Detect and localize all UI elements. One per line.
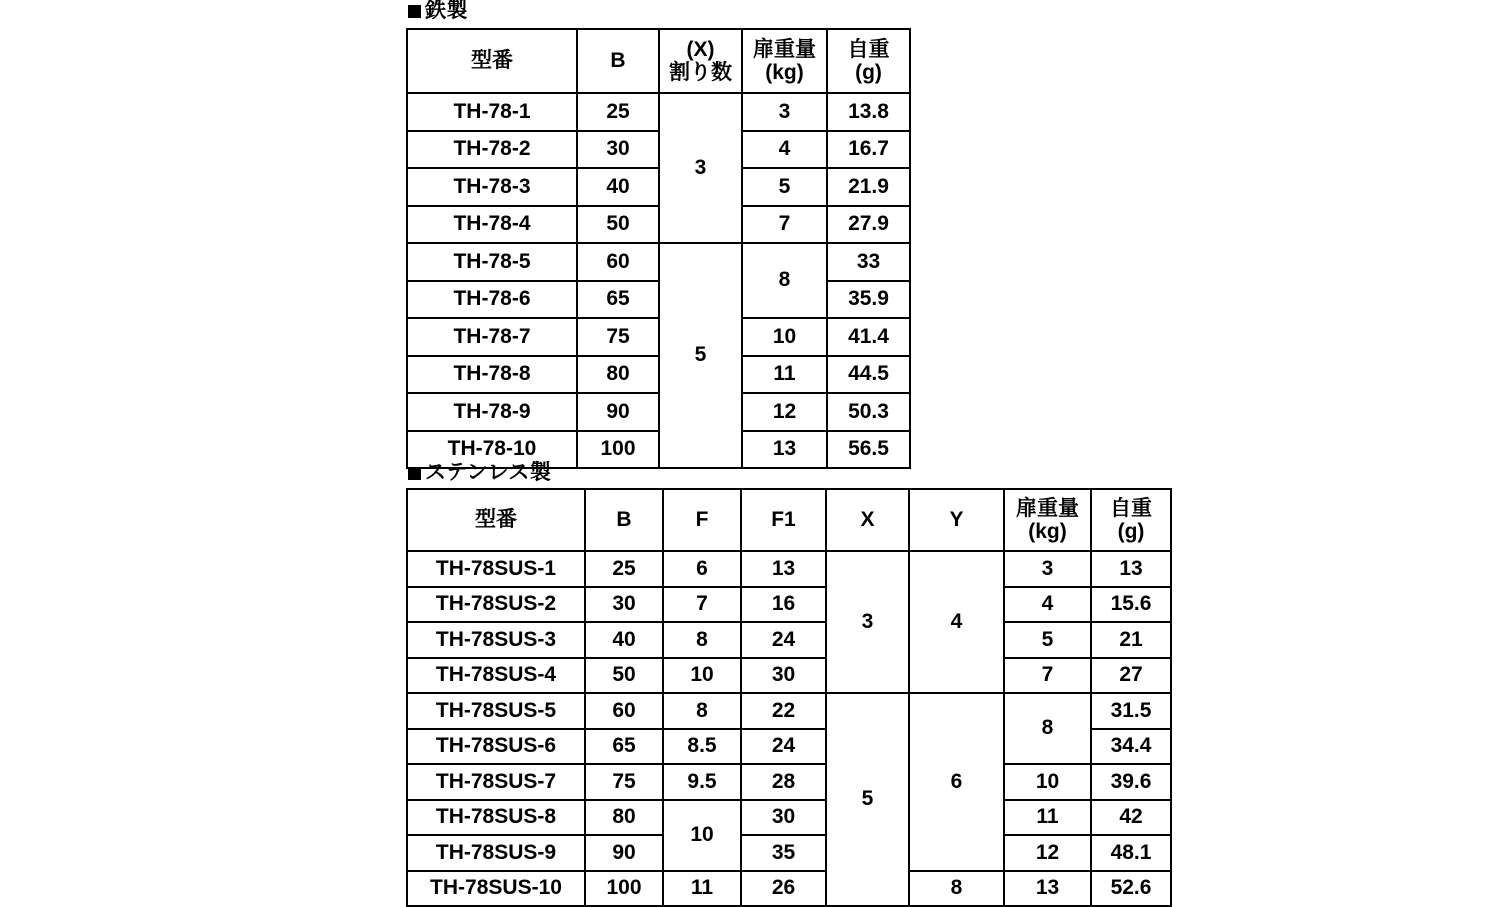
cell-weight: 16.7 <box>827 131 910 169</box>
cell-y-group: 6 <box>909 693 1004 871</box>
table-row <box>407 206 910 244</box>
cell-f1: 26 <box>741 871 826 907</box>
cell-weight: 33 <box>827 243 910 281</box>
cell-weight: 34.4 <box>1091 729 1171 765</box>
cell-b: 75 <box>577 318 659 356</box>
cell-weight: 21 <box>1091 622 1171 658</box>
cell-f1: 28 <box>741 764 826 800</box>
cell-b: 90 <box>577 393 659 431</box>
cell-b: 80 <box>577 356 659 394</box>
cell-y-group: 8 <box>909 871 1004 907</box>
cell-model: TH-78-4 <box>407 206 577 244</box>
cell-x-group: 5 <box>826 693 909 906</box>
cell-b: 50 <box>585 658 663 694</box>
cell-f1: 24 <box>741 622 826 658</box>
header-weight-line1: 自重 <box>847 37 890 61</box>
cell-x-group: 5 <box>659 243 742 468</box>
table-row <box>407 835 1171 871</box>
cell-door: 10 <box>1004 764 1091 800</box>
cell-door: 7 <box>1004 658 1091 694</box>
cell-weight: 27.9 <box>827 206 910 244</box>
cell-door: 13 <box>742 431 827 469</box>
cell-weight: 50.3 <box>827 393 910 431</box>
cell-b: 30 <box>585 587 663 623</box>
stainless-section-heading <box>408 462 551 483</box>
cell-b: 100 <box>585 871 663 907</box>
stainless-table-container <box>406 488 1172 907</box>
cell-model: TH-78-10 <box>407 431 577 469</box>
stainless-heading-label: ステンレス製 <box>425 461 552 484</box>
cell-y-group: 4 <box>909 551 1004 693</box>
cell-door: 4 <box>742 131 827 169</box>
header-x: X <box>826 489 909 551</box>
cell-model: TH-78SUS-8 <box>407 800 585 836</box>
cell-model: TH-78SUS-2 <box>407 587 585 623</box>
cell-door: 10 <box>742 318 827 356</box>
cell-model: TH-78-6 <box>407 281 577 319</box>
cell-model: TH-78SUS-6 <box>407 729 585 765</box>
header-door-weight <box>1004 489 1091 551</box>
table-row <box>407 318 910 356</box>
cell-b: 100 <box>577 431 659 469</box>
header-weight-line2: (g) <box>1117 520 1145 543</box>
cell-door-group: 8 <box>1004 693 1091 764</box>
header-weight-line2: (g) <box>855 61 882 84</box>
steel-table-header <box>407 29 910 93</box>
cell-model: TH-78-7 <box>407 318 577 356</box>
steel-table-container <box>406 28 911 469</box>
cell-weight: 39.6 <box>1091 764 1171 800</box>
table-row <box>407 871 1171 907</box>
header-b: B <box>577 29 659 93</box>
cell-model: TH-78-2 <box>407 131 577 169</box>
cell-b: 65 <box>577 281 659 319</box>
cell-f1: 30 <box>741 800 826 836</box>
table-row <box>407 356 910 394</box>
cell-model: TH-78-5 <box>407 243 577 281</box>
cell-door: 3 <box>742 93 827 131</box>
header-door-line1: 扉重量 <box>753 37 816 61</box>
steel-table-body <box>407 93 910 468</box>
cell-f: 8 <box>663 622 741 658</box>
cell-door: 7 <box>742 206 827 244</box>
header-door-line2: (kg) <box>765 61 804 84</box>
cell-weight: 13 <box>1091 551 1171 587</box>
stainless-spec-table <box>406 488 1172 907</box>
stainless-table-body <box>407 551 1171 906</box>
cell-door: 5 <box>742 168 827 206</box>
table-row <box>407 551 1171 587</box>
cell-door: 4 <box>1004 587 1091 623</box>
cell-f: 10 <box>663 658 741 694</box>
cell-b: 30 <box>577 131 659 169</box>
cell-f1: 30 <box>741 658 826 694</box>
cell-weight: 48.1 <box>1091 835 1171 871</box>
header-x-line2: 割り数 <box>669 61 732 84</box>
table-row <box>407 800 1171 836</box>
table-row <box>407 93 910 131</box>
cell-f1: 35 <box>741 835 826 871</box>
cell-weight: 27 <box>1091 658 1171 694</box>
cell-door: 12 <box>742 393 827 431</box>
table-header-row <box>407 29 910 93</box>
cell-weight: 52.6 <box>1091 871 1171 907</box>
header-door-weight <box>742 29 827 93</box>
header-x <box>659 29 742 93</box>
cell-f-group: 10 <box>663 800 741 871</box>
cell-door: 12 <box>1004 835 1091 871</box>
cell-door: 3 <box>1004 551 1091 587</box>
cell-model: TH-78-1 <box>407 93 577 131</box>
cell-b: 40 <box>585 622 663 658</box>
cell-weight: 42 <box>1091 800 1171 836</box>
cell-f: 7 <box>663 587 741 623</box>
cell-weight: 41.4 <box>827 318 910 356</box>
cell-b: 50 <box>577 206 659 244</box>
table-row <box>407 168 910 206</box>
cell-f: 9.5 <box>663 764 741 800</box>
bullet-square-icon <box>408 5 421 18</box>
cell-f: 8.5 <box>663 729 741 765</box>
header-x-line1: (X) <box>686 37 715 61</box>
cell-f1: 13 <box>741 551 826 587</box>
cell-b: 25 <box>577 93 659 131</box>
cell-model: TH-78SUS-4 <box>407 658 585 694</box>
header-f: F <box>663 489 741 551</box>
table-row <box>407 693 1171 729</box>
table-row <box>407 131 910 169</box>
cell-model: TH-78SUS-3 <box>407 622 585 658</box>
cell-model: TH-78SUS-5 <box>407 693 585 729</box>
cell-weight: 35.9 <box>827 281 910 319</box>
cell-f: 8 <box>663 693 741 729</box>
cell-b: 80 <box>585 800 663 836</box>
cell-f1: 22 <box>741 693 826 729</box>
cell-b: 60 <box>585 693 663 729</box>
cell-model: TH-78SUS-10 <box>407 871 585 907</box>
cell-b: 40 <box>577 168 659 206</box>
cell-b: 75 <box>585 764 663 800</box>
cell-f1: 16 <box>741 587 826 623</box>
header-f1: F1 <box>741 489 826 551</box>
cell-model: TH-78SUS-9 <box>407 835 585 871</box>
cell-f1: 24 <box>741 729 826 765</box>
table-row <box>407 393 910 431</box>
cell-model: TH-78-9 <box>407 393 577 431</box>
cell-x-group: 3 <box>826 551 909 693</box>
bullet-square-icon <box>408 467 421 480</box>
cell-b: 25 <box>585 551 663 587</box>
cell-model: TH-78-3 <box>407 168 577 206</box>
header-model: 型番 <box>407 489 585 551</box>
cell-weight: 21.9 <box>827 168 910 206</box>
cell-model: TH-78SUS-1 <box>407 551 585 587</box>
steel-section-heading <box>408 0 468 21</box>
cell-weight: 44.5 <box>827 356 910 394</box>
cell-b: 60 <box>577 243 659 281</box>
table-header-row <box>407 489 1171 551</box>
steel-spec-table <box>406 28 911 469</box>
steel-heading-label: 鉄製 <box>425 0 468 22</box>
header-self-weight <box>827 29 910 93</box>
cell-model: TH-78SUS-7 <box>407 764 585 800</box>
header-weight-line1: 自重 <box>1110 496 1152 520</box>
cell-x-group: 3 <box>659 93 742 243</box>
cell-model: TH-78-8 <box>407 356 577 394</box>
cell-b: 90 <box>585 835 663 871</box>
header-y: Y <box>909 489 1004 551</box>
cell-door: 5 <box>1004 622 1091 658</box>
header-b: B <box>585 489 663 551</box>
header-door-line2: (kg) <box>1028 520 1067 543</box>
cell-door: 11 <box>742 356 827 394</box>
header-self-weight <box>1091 489 1171 551</box>
cell-door-group: 8 <box>742 243 827 318</box>
table-row <box>407 281 910 319</box>
cell-weight: 13.8 <box>827 93 910 131</box>
header-door-line1: 扉重量 <box>1016 496 1079 520</box>
cell-f: 11 <box>663 871 741 907</box>
cell-weight: 31.5 <box>1091 693 1171 729</box>
cell-weight: 56.5 <box>827 431 910 469</box>
cell-weight: 15.6 <box>1091 587 1171 623</box>
table-row <box>407 658 1171 694</box>
cell-b: 65 <box>585 729 663 765</box>
cell-f: 6 <box>663 551 741 587</box>
header-model: 型番 <box>407 29 577 93</box>
stainless-table-header <box>407 489 1171 551</box>
table-row <box>407 243 910 281</box>
cell-door: 13 <box>1004 871 1091 907</box>
cell-door: 11 <box>1004 800 1091 836</box>
table-row <box>407 587 1171 623</box>
table-row <box>407 764 1171 800</box>
table-row <box>407 622 1171 658</box>
